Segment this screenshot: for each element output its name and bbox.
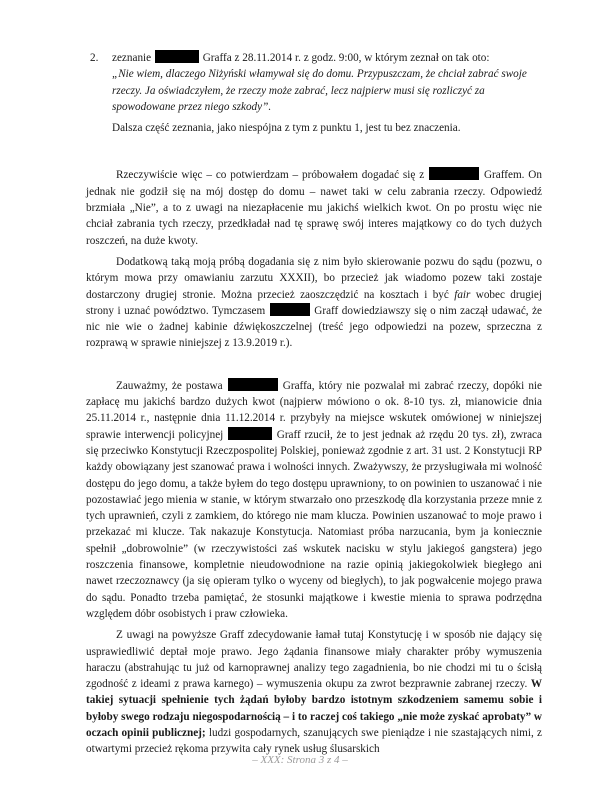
paragraph-2-emphasis: fair	[454, 288, 471, 301]
section-gap	[86, 352, 542, 378]
paragraph-3-a: Zauważmy, że postawa	[116, 379, 223, 392]
paragraph-4-bold: W takiej sytuacji spełnienie tych żądań byłoby bardzo istotnym szkodzeniem samemu sobie i byłoby swego rodzaju niegospodarnością – i to raczej coś takiego „nie może zyskać aprobaty” w oczach opinii publicznej;	[86, 678, 543, 739]
testimony-intro-a: zeznanie	[112, 52, 152, 64]
redaction-block	[155, 50, 199, 63]
paragraph-3-c: Graff rzucił, że to jest jednak aż rzędu 20 tys. zł), zwraca się przeciwko Konstytucji Rzeczpospolitej Polskiej, ponieważ zgodnie z art. 31 ust. 2 Konstytucji RP każdy obowiązany jest szanować prawa i wolności innych. Zważywszy, że przysługiwała mi wolność dostępu do jego domu, a także byłem do tego dostępu uprawniony, to on powinien to uszanować i nie pozostawiać jego mienia w stanie, w którym stwarzało ono przeszkodę dla korzystania przeze mnie z tych uprawnień, czyli z zamkiem, do którego nie mam klucza. Powinien uszanować to moje prawo i przekazać mi klucze. Tak nakazuje Konstytucja. Natomiast próba narzucania, bym ja koniecznie spełnił „dobrowolnie” (w rzeczywistości zaś wskutek nacisku w stylu jakiegoś gangstera) jego roszczenia finansowe, kompletnie nieudowodnione na razie opinią jakiegokolwiek biegłego ani nawet rzeczoznawcy (ja się opieram tylko o wyceny od biegłych), to jak pogwałcenie mojego prawa do sądu. Ponadto trzeba pamiętać, że stosunki majątkowe i kwestie mienia to sprawa podrzędna względem dóbr osobistych i praw człowieka.	[86, 428, 542, 620]
paragraph-1-a: Rzeczywiście więc – co potwierdzam – próbowałem dogadać się z	[116, 169, 425, 182]
paragraph-1	[86, 167, 542, 248]
redaction-block	[228, 427, 272, 440]
paragraph-4	[86, 627, 542, 757]
testimony-remainder: Dalsza część zeznania, jako niespójna z tym z punktu 1, jest tu bez znaczenia.	[112, 122, 461, 135]
paragraph-4-c: ludzi gospodarnych, szanujących swe pieniądze i nie szastających nimi, z otwartymi przecież rękoma przywita cały rynek usług ślusarskich	[86, 726, 543, 756]
paragraph-4-a: Z uwagi na powyższe Graff zdecydowanie łamał tutaj Konstytucję i w sposób nie dający się usprawiedliwić deptał moje prawo. Jego żądania finansowe miały charakter próby wymuszenia haraczu (abstrahując tu już od karnoprawnej analizy tego zagadnienia, bo nie chodzi mi tu o ścisłą zgodność z ideami z prawa karnego) – wymuszenia okupu za zwrot bezprawnie zabranej rzeczy.	[86, 629, 542, 691]
redaction-block	[228, 378, 278, 391]
list-item-number: 2.	[90, 52, 99, 64]
paragraph-2-a: Dodatkową taką moją próbą dogadania się z nim było skierowanie pozwu do sądu (pozwu, o którym mowa przy omawianiu zarzutu XXXII), bo przecież jak wiadomo pozew taki zostaje dostarczony drugiej stronie. Można przecież zaoszczędzić na kosztach i być	[86, 255, 542, 301]
list-item-content	[112, 50, 542, 136]
paragraph-3-b: Graffa, który nie pozwalał mi zabrać rzeczy, dopóki nie zapłacę mu jakichś bardzo dużych kwot (najpierw mówiono o ok. 8-10 tys. zł, mianowicie dnia 25.11.2014 r., następnie dnia 11.12.2014 r. przybyły na miejsce wskutek omówionej w niniejszej sprawie interwencji policyjnej	[86, 379, 543, 441]
paragraph-3	[86, 378, 542, 622]
testimony-intro-b: Graffa z 28.11.2014 r. z godz. 9:00, w którym zeznał on tak oto:	[202, 52, 490, 64]
section-gap	[86, 141, 542, 167]
redaction-block	[270, 303, 310, 316]
testimony-intro	[112, 50, 539, 66]
paragraph-2	[86, 254, 542, 352]
redaction-block	[429, 167, 479, 180]
page-footer: – XXX: Strona 3 z 4 –	[252, 754, 348, 766]
paragraph-2-d: Graff dowiedziawszy się o nim zaczął udawać, że nic nie wie o żadnej kabinie dźwiękoszczelnej (treść jego odpowiedzi na pozew, sprzeczna z rozprawą w sprawie niniejszej z 13.9.2019 r.).	[86, 304, 543, 350]
document-body	[86, 50, 542, 758]
testimony-quote: „Nie wiem, dlaczego Niżyński włamywał się do domu. Przypuszczam, że chciał zabrać swoje rzeczy. Ja oświadczyłem, że rzeczy może zabrać, lecz najpierw musi się rozliczyć za spowodowane przez niego szkody”.	[112, 68, 527, 113]
paragraph-1-b: Graffem. On jednak nie godził się na mój dostęp do domu – nawet taki w celu zabrania rzeczy. Odpowiedź brzmiała „Nie”, a to z uwagi na niezapłacenie mu jakichś wielkich kwot. On po prostu więc nie chciał zabrania tych rzeczy, przedkładał nad tę sprawę swój interes majątkowy co do tych dużych roszczeń, na duże kwoty.	[86, 169, 542, 247]
paragraph-2-c: wobec drugiej strony i uznać powództwo. Tymczasem	[86, 288, 542, 317]
list-item-2	[86, 50, 542, 136]
